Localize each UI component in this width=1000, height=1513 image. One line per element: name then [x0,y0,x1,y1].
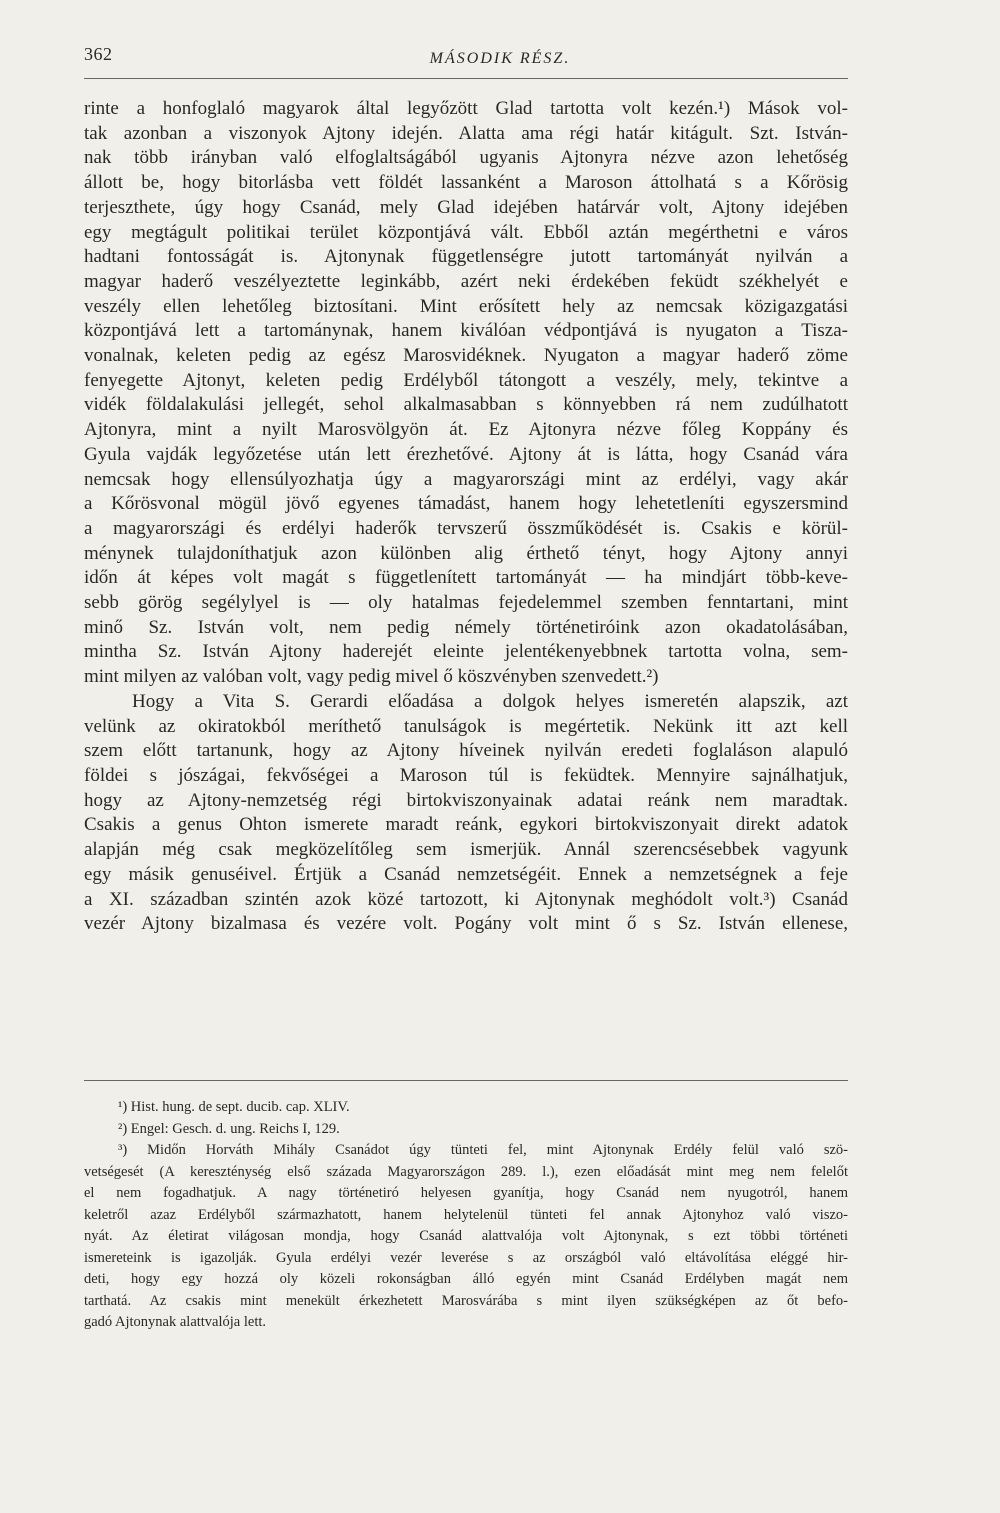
body-line: vidék földalakulási jellegét, sehol alkalmasabban s könnyebben rá nem zudúlhatott [84,394,848,416]
body-line: minő Sz. István volt, nem pedig némely történetiróink azon okadatolásában, [84,616,848,638]
body-line: a magyarországi és erdélyi haderők tervszerű összműködését is. Csakis e körül- [84,517,848,539]
page-number: 362 [84,44,113,64]
body-line: egy megtágult politikai terület központjává vált. Ebből aztán megérthetni e város [84,221,848,243]
body-line: földei s jószágai, fekvőségei a Maroson túl is feküdtek. Mennyire sajnálhatjuk, [84,764,848,786]
footnote-line: gadó Ajtonynak alattvalója lett. [84,1314,267,1330]
body-line: szem előtt tartanunk, hogy az Ajtony híveinek nyilván eredeti foglaláson alapuló [84,740,848,762]
body-line: központjává lett a tartománynak, hanem kiválóan védpontjává is nyugaton a Tisza- [84,320,848,342]
footnotes [84,1097,848,1334]
body-line: Ajtonyra, mint a nyilt Marosvölgyön át. Ez Ajtonyra nézve főleg Koppány és [84,419,848,441]
footnote-line: deti, hogy egy hozzá oly közeli rokonságban álló egyén mint Csanád Erdélyben magát nem [84,1271,848,1287]
body-line: mintha Sz. István Ajtony haderejét eleinte jelentékenyebbnek tartotta volna, sem- [84,641,848,663]
body-line: ménynek tulajdoníthatjuk azon különben alig érthető tényt, hogy Ajtony annyi [84,542,848,564]
body-line: veszély ellen lehetőleg biztosítani. Mint erősített hely az nemcsak közigazgatási [84,295,848,317]
footnote-line: vetségesét (A kereszténység első százada Magyarországon 289. l.), ezen előadását mint meg nem felelőt [84,1163,848,1180]
body-line: fenyegette Ajtonyt, keleten pedig Erdélyből tátongott a veszély, mely, tekintve a [84,369,848,391]
body-text [84,97,848,937]
footnote-line: nyát. Az életirat világosan mondja, hogy Csanád alattvalója volt Ajtonynak, s ezt többi történeti [84,1228,848,1244]
body-line: alapján még csak megközelítőleg sem ismerjük. Annál szerencsésebbek vagyunk [84,839,848,861]
body-line: mint milyen az valóban volt, vagy pedig mivel ő köszvényben szenvedett.²) [84,666,659,688]
body-line: a XI. században szintén azok közé tartozott, ki Ajtonynak meghódolt volt.³) Csanád [84,888,848,910]
body-line: magyar haderő veszélyeztette leginkább, azért neki érdekében feküdt székhelyét e [84,270,848,292]
body-line: terjeszthete, úgy hogy Csanád, mely Glad idejében határvár volt, Ajtony idejében [84,196,848,218]
body-line: hadtani fontosságát is. Ajtonynak függetlenségre jutott tartományát nyilván a [84,246,848,268]
footnote-line: tarthatá. Az csakis mint menekült érkezhetett Marosvárába s mint ilyen szükségképen az őt befo- [84,1292,848,1309]
body-line: egy másik genuséivel. Értjük a Csanád nemzetségéit. Ennek a nemzetségnek a feje [84,863,848,885]
body-line: vonalnak, keleten pedig az egész Marosvidéknek. Nyugaton a magyar haderő zöme [84,345,848,367]
body-line: rinte a honfoglaló magyarok által legyőzött Glad tartotta volt kezén.¹) Mások vol- [84,98,848,119]
footnote-line: ¹) Hist. hung. de sept. ducib. cap. XLIV. [118,1099,350,1115]
footnote-line: keletről azaz Erdélyből származhatott, hanem helytelenül tünteti fel annak Ajtonyhoz való viszo- [84,1206,848,1223]
body-line: állott be, hogy bitorlásba vett földét lassanként a Maroson áttolhatá s a Kőrösig [84,172,848,194]
body-line: Hogy a Vita S. Gerardi előadása a dolgok helyes ismeretén alapszik, azt [132,690,848,712]
footnote-line: ³) Midőn Horváth Mihály Csanádot úgy tünteti fel, mint Ajtonynak Erdély felül való szö- [118,1142,848,1158]
header-rule [84,78,848,79]
body-line: a Kőrösvonal mögül jövő egyenes támadást, hanem hogy lehetetleníti egyszersmind [84,493,848,515]
body-line: vezér Ajtony bizalmasa és vezére volt. Pogány volt mint ő s Sz. István ellenese, [84,913,848,935]
footnote-rule [84,1080,848,1081]
body-line: velünk az okiratokból meríthető tanulságok is megértetik. Nekünk itt azt kell [84,715,848,737]
footnote-line: ²) Engel: Gesch. d. ung. Reichs I, 129. [118,1120,340,1137]
body-line: nak több irányban való elfoglaltságából ugyanis Ajtonyra nézve azon lehetőség [84,147,848,169]
body-line: sebb görög segélylyel is — oly hatalmas fejedelemmel szemben fenntartani, mint [84,592,848,614]
body-line: tak azonban a viszonyok Ajtony idején. Alatta ama régi határ kitágult. Szt. István- [84,122,848,144]
body-line: Csakis a genus Ohton ismerete maradt reánk, egykori birtokviszonyait direkt adatok [84,814,848,836]
footnote-line: el nem fogadhatjuk. A nagy történetiró helyesen gyanítja, hogy Csanád nem nyugotról, hanem [84,1185,848,1201]
body-line: nemcsak hogy ellensúlyozhatja úgy a magyarországi mint az erdélyi, vagy akár [84,468,848,490]
running-head: MÁSODIK RÉSZ. [429,50,571,67]
footnote-line: ismereteink is igazolják. Gyula erdélyi vezér leverése s az országból való eltávolítása eléggé hir- [84,1249,848,1266]
body-line: időn át képes volt magát s függetlenített tartományát — ha mindjárt több-keve- [84,567,848,589]
body-line: Gyula vajdák legyőzetése után lett érezhetővé. Ajtony át is látta, hogy Csanád vára [84,443,848,465]
body-line: hogy az Ajtony-nemzetség régi birtokviszonyainak adatai reánk nem maradtak. [84,789,848,811]
